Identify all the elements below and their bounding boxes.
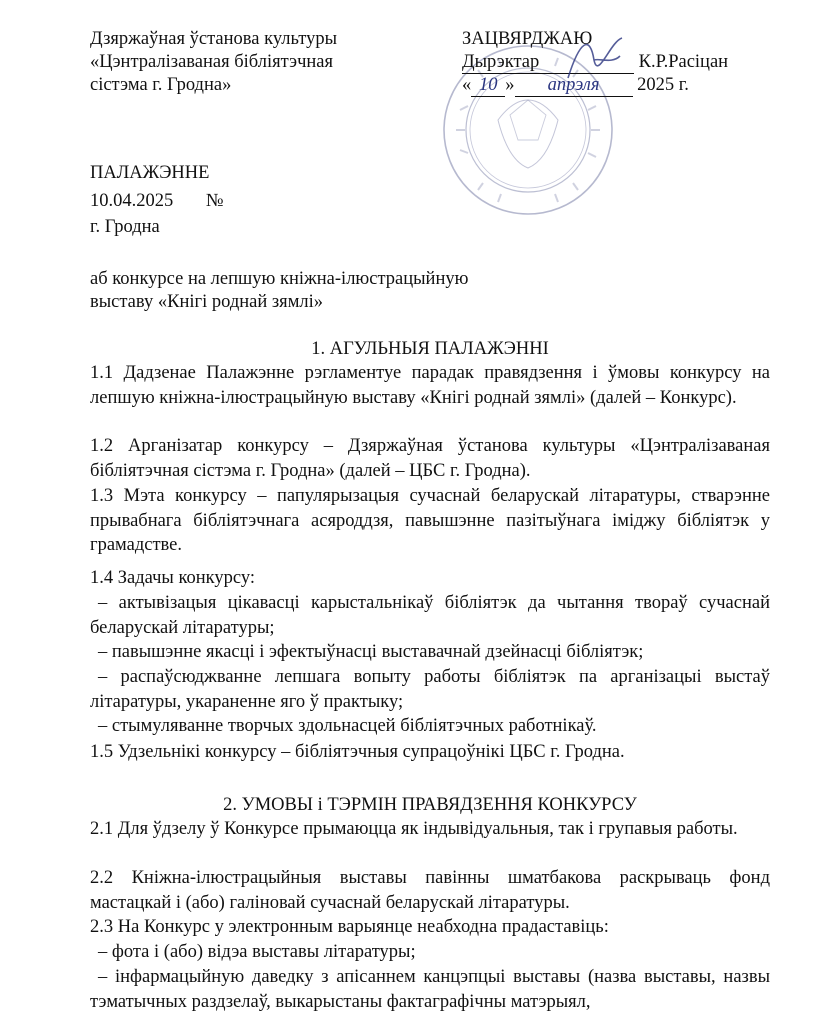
org-line-2: «Цэнтралізаваная бібліятэчная xyxy=(90,52,334,72)
organization-name xyxy=(90,28,337,97)
section-2-title: 2. УМОВЫ і ТЭРМІН ПРАВЯДЗЕННЯ КОНКУРСУ xyxy=(223,795,637,815)
paragraph-2-1: 2.1 Для ўдзелу ў Конкурсе прымаюцца як індывідуальныя, так і групавыя работы. xyxy=(90,819,738,839)
approve-title: ЗАЦВЯРДЖАЮ xyxy=(462,29,593,49)
list-item-1-4-4: – стымуляванне творчых здольнасцей бібліятэчных работнікаў. xyxy=(98,716,597,736)
subject-line-1: аб конкурсе на лепшую кніжна-ілюстрацыйную xyxy=(90,269,469,289)
paragraph-1-3: 1.3 Мэта конкурсу – папулярызацыя сучаснай беларускай літаратуры, стварэнне прывабнага бібліятэчнага асяроддзя, павышэнне пазітыўнага іміджу бібліятэк у грамадстве. xyxy=(90,486,770,555)
subject-line-2: выставу «Кнігі роднай зямлі» xyxy=(90,292,324,312)
list-item-2-3-1: – фота і (або) відэа выставы літаратуры; xyxy=(98,942,416,962)
paragraph-1-1: 1.1 Дадзенае Палажэнне рэгламентуе парадак правядзення і ўмовы конкурсу на лепшую кніжна-ілюстрацыйную выставу «Кнігі роднай зямлі» (далей – Конкурс). xyxy=(90,363,770,408)
date-open-quote: « xyxy=(462,75,472,95)
document-number-label: № xyxy=(205,191,224,211)
list-item-1-4-2: – павышэнне якасці і эфектыўнасці выставачнай дзейнасці бібліятэк; xyxy=(98,642,644,662)
date-close-quote: » xyxy=(505,75,515,95)
document-city: г. Гродна xyxy=(90,217,160,237)
paragraph-1-5: 1.5 Удзельнікі конкурсу – бібліятэчныя супрацоўнікі ЦБС г. Гродна. xyxy=(90,742,625,762)
paragraph-1-4: 1.4 Задачы конкурсу: xyxy=(90,568,256,588)
section-1-title: 1. АГУЛЬНЫЯ ПАЛАЖЭННІ xyxy=(311,339,549,359)
org-line-3: сістэма г. Гродна» xyxy=(90,75,232,95)
org-line-1: Дзяржаўная ўстанова культуры xyxy=(90,29,337,49)
list-item-1-4-1: – актывізацыя цікавасці карыстальнікаў бібліятэк да чытання твораў сучаснай беларускай літаратуры; xyxy=(90,593,770,638)
date-day: 10 xyxy=(471,74,505,97)
document-type: ПАЛАЖЭННЕ xyxy=(90,163,210,183)
paragraph-2-3: 2.3 На Конкурс у электронным варыянце неабходна прадаставіць: xyxy=(90,917,609,937)
document-date-line xyxy=(90,190,224,212)
list-item-2-3-2: – інфармацыйную даведку з апісаннем канцэпцыі выставы (назва выставы, назвы тэматычных раздзелаў, выкарыстаны фактаграфічны матэрыял, xyxy=(90,967,770,1012)
director-label: Дырэктар xyxy=(462,51,634,74)
date-month: апрэля xyxy=(515,74,633,97)
date-year: 2025 г. xyxy=(637,75,689,95)
list-item-1-4-3: – распаўсюджванне лепшага вопыту работы бібліятэк па арганізацыі выстаў літаратуры, укараненне яго ў практыку; xyxy=(90,667,770,712)
document-date: 10.04.2025 xyxy=(90,191,174,211)
paragraph-1-2: 1.2 Арганізатар конкурсу – Дзяржаўная ўстанова культуры «Цэнтралізаваная бібліятэчная сістэма г. Гродна» (далей – ЦБС г. Гродна). xyxy=(90,436,770,481)
director-name: К.Р.Расіцан xyxy=(638,52,729,72)
document-subject xyxy=(90,268,468,314)
director-signature xyxy=(560,30,630,90)
paragraph-2-2: 2.2 Кніжна-ілюстрацыйныя выставы павінны шматбакова раскрываць фонд мастацкай і (або) галіновай сучаснай беларускай літаратуры. xyxy=(90,868,770,913)
